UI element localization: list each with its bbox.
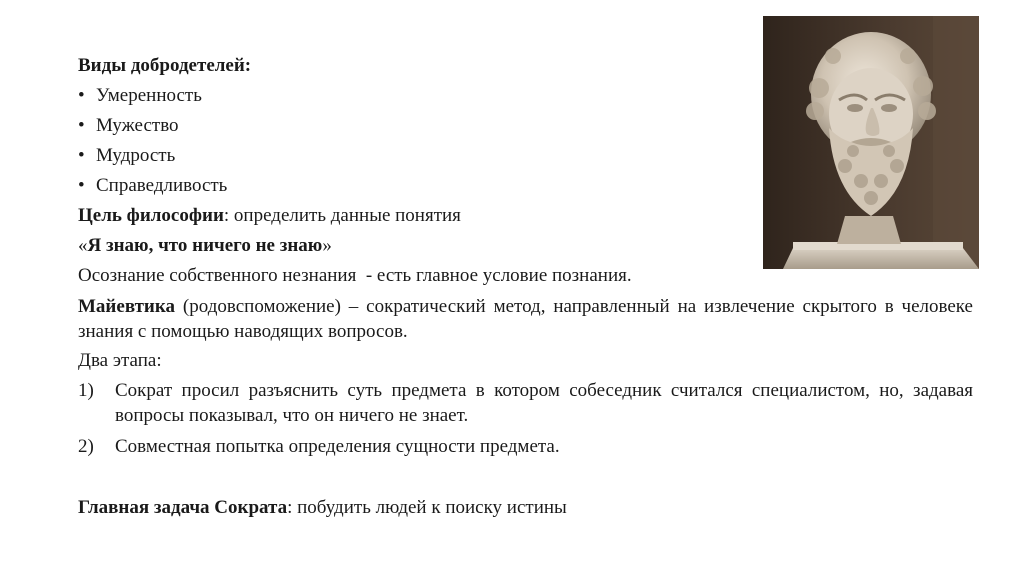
bullet-icon: • (78, 175, 85, 196)
main-task (78, 493, 973, 523)
goal-label: Цель философии (78, 205, 224, 226)
quote-text: Я знаю, что ничего не знаю (87, 235, 323, 256)
bullet-icon: • (78, 115, 85, 136)
goal-text: : определить данные понятия (223, 205, 461, 226)
stages-heading: Два этапа: (78, 350, 162, 371)
bullet-icon: • (78, 145, 85, 166)
stage-number: 2) (78, 436, 94, 457)
stage-item (78, 378, 973, 428)
stage-text: Совместная попытка определения сущности предмета. (115, 436, 560, 457)
spacer (78, 459, 973, 493)
awareness-statement: Осознание собственного незнания - есть главное условие познания. (78, 265, 632, 286)
virtue-label: Справедливость (96, 175, 228, 196)
main-task-label: Главная задача Сократа (78, 497, 288, 518)
maieutics-text: (родовспоможение) – сократический метод, направленный на извлечение скрытого в человеке знания с помощью наводящих вопросов. (78, 296, 973, 342)
stage-item (78, 434, 973, 459)
bullet-icon: • (78, 85, 85, 106)
quote-close-mark: » (322, 235, 332, 256)
virtues-heading: Виды добродетелей: (78, 55, 252, 76)
main-task-text: : побудить людей к поиску истины (287, 497, 567, 518)
virtue-label: Умеренность (96, 85, 202, 106)
virtue-label: Мужество (96, 115, 179, 136)
socrates-bust-image (763, 16, 979, 269)
stage-text: Сократ просил разъяснить суть предмета в котором собеседник считался специалистом, но, задавая вопросы показывал, что он ничего не знает. (115, 380, 973, 426)
socrates-bust-illustration (763, 16, 979, 269)
virtue-label: Мудрость (96, 145, 176, 166)
stage-number: 1) (78, 380, 94, 401)
maieutics-label: Майевтика (78, 296, 176, 317)
maieutics-definition (78, 294, 973, 344)
quote-open-mark: « (78, 235, 88, 256)
